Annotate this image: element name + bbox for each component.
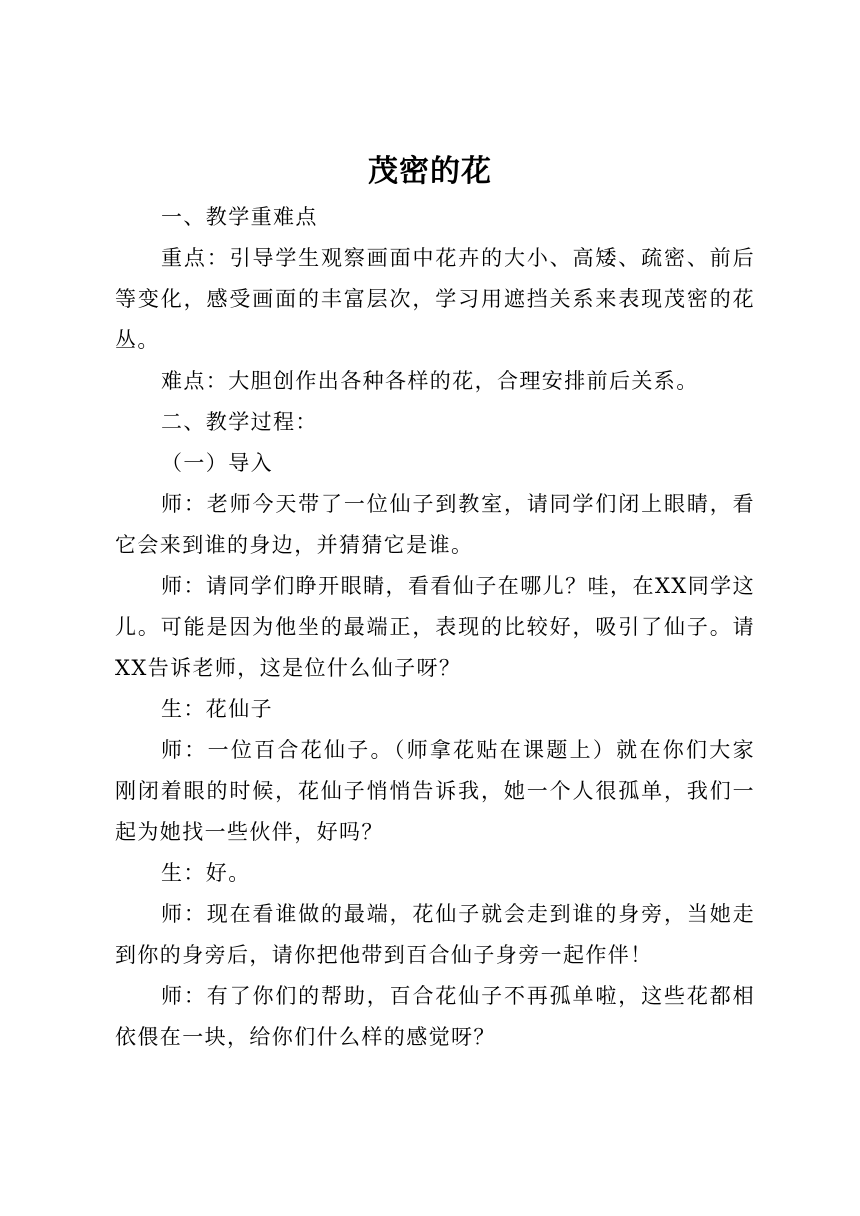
dialogue-paragraph: 师：一位百合花仙子。（师拿花贴在课题上）就在你们大家刚闭着眼的时候，花仙子悄悄告诉我，她一个人很孤单，我们一起为她找一些伙伴，好吗？	[115, 738, 755, 844]
document-body	[115, 197, 755, 1058]
dialogue-paragraph: 师：请同学们睁开眼睛，看看仙子在哪儿？哇，在XX同学这儿。可能是因为他坐的最端正，表现的比较好，吸引了仙子。请XX告诉老师，这是位什么仙子呀？	[115, 574, 755, 680]
dialogue-paragraph: 生：好。	[161, 861, 251, 885]
dialogue-paragraph: 生：花仙子	[161, 697, 273, 721]
paragraph-difficulty: 难点：大胆创作出各种各样的花，合理安排前后关系。	[161, 369, 699, 393]
heading-teaching-process: 二、教学过程：	[161, 410, 318, 434]
dialogue-paragraph: 师：老师今天带了一位仙子到教室，请同学们闭上眼睛，看它会来到谁的身边，并猜猜它是谁。	[115, 492, 755, 557]
heading-key-points: 一、教学重难点	[161, 205, 318, 229]
dialogue-paragraph: 师：有了你们的帮助，百合花仙子不再孤单啦，这些花都相依偎在一块，给你们什么样的感觉呀？	[115, 984, 755, 1049]
subheading-introduction: （一）导入	[161, 451, 273, 475]
dialogue-paragraph: 师：现在看谁做的最端，花仙子就会走到谁的身旁，当她走到你的身旁后，请你把他带到百合仙子身旁一起作伴！	[115, 902, 755, 967]
paragraph-key-point: 重点：引导学生观察画面中花卉的大小、高矮、疏密、前后等变化，感受画面的丰富层次，学习用遮挡关系来表现茂密的花丛。	[115, 246, 755, 352]
document-title: 茂密的花	[368, 154, 492, 189]
